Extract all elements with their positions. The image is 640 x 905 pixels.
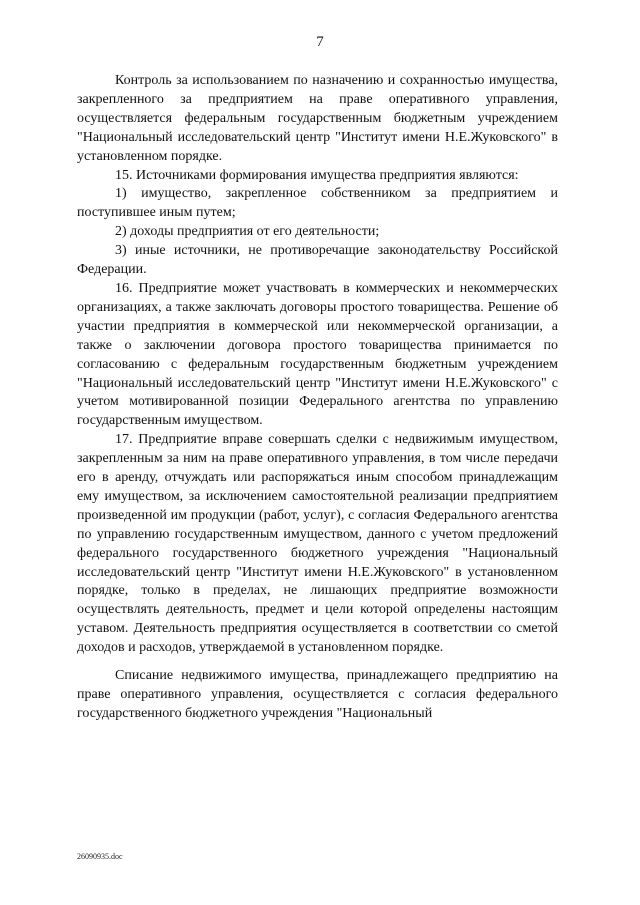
paragraph-write-off: Списание недвижимого имущества, принадлежащего предприятию на праве оперативного управления, осуществляется с согласия федерального государственного бюджетного учреждения "Национальный — [77, 668, 558, 721]
paragraph-17: 17. Предприятие вправе совершать сделки с недвижимым имуществом, закрепленным за ним на праве оперативного управления, в том числе передачи его в аренду, отчуждать или распоряжаться иным способом принадлежащим ему имуществом, за исключением самостоятельной реализации предприятием произведенной им продукции (работ, услуг), с согласия Федерального агентства по управлению государственным имуществом, данного с учетом предложений федерального государственного бюджетного учреждения "Национальный исследовательский центр "Институт имени Н.Е.Жуковского" в установленном порядке, только в пределах, не лишающих предприятие возможности осуществлять деятельность, предмет и цели которой определены настоящим уставом. Деятельность предприятия осуществляется в соответствии со сметой доходов и расходов, утверждаемой в установленном порядке. — [77, 432, 558, 656]
paragraph-15-item-1: 1) имущество, закрепленное собственником за предприятием и поступившее иным путем; — [77, 186, 558, 221]
paragraph-control: Контроль за использованием по назначению и сохранностью имущества, закрепленного за предприятием на праве оперативного управления, осуществляется федеральным государственным бюджетным учреждением "Национальный исследовательский центр "Институт имени Н.Е.Жуковского" в установленном порядке. — [77, 73, 558, 164]
document-footer: 26090935.doc — [77, 852, 123, 861]
paragraph-15-item-2: 2) доходы предприятия от его деятельности; — [115, 224, 380, 240]
paragraph-16: 16. Предприятие может участвовать в коммерческих и некоммерческих организациях, а также заключать договоры простого товарищества. Решение об участии предприятия в коммерческой или некоммерческой организации, а также о заключении договора простого товарищества принимается по согласованию с федеральным государственным бюджетным учреждением "Национальный исследовательский центр "Институт имени Н.Е.Жуковского" с учетом мотивированной позиции Федерального агентства по управлению государственным имуществом. — [77, 280, 558, 429]
paragraph-15-item-3: 3) иные источники, не противоречащие законодательству Российской Федерации. — [77, 243, 558, 278]
page-number: 7 — [316, 34, 324, 50]
document-body — [77, 72, 558, 724]
paragraph-15: 15. Источниками формирования имущества предприятия являются: — [115, 167, 519, 183]
